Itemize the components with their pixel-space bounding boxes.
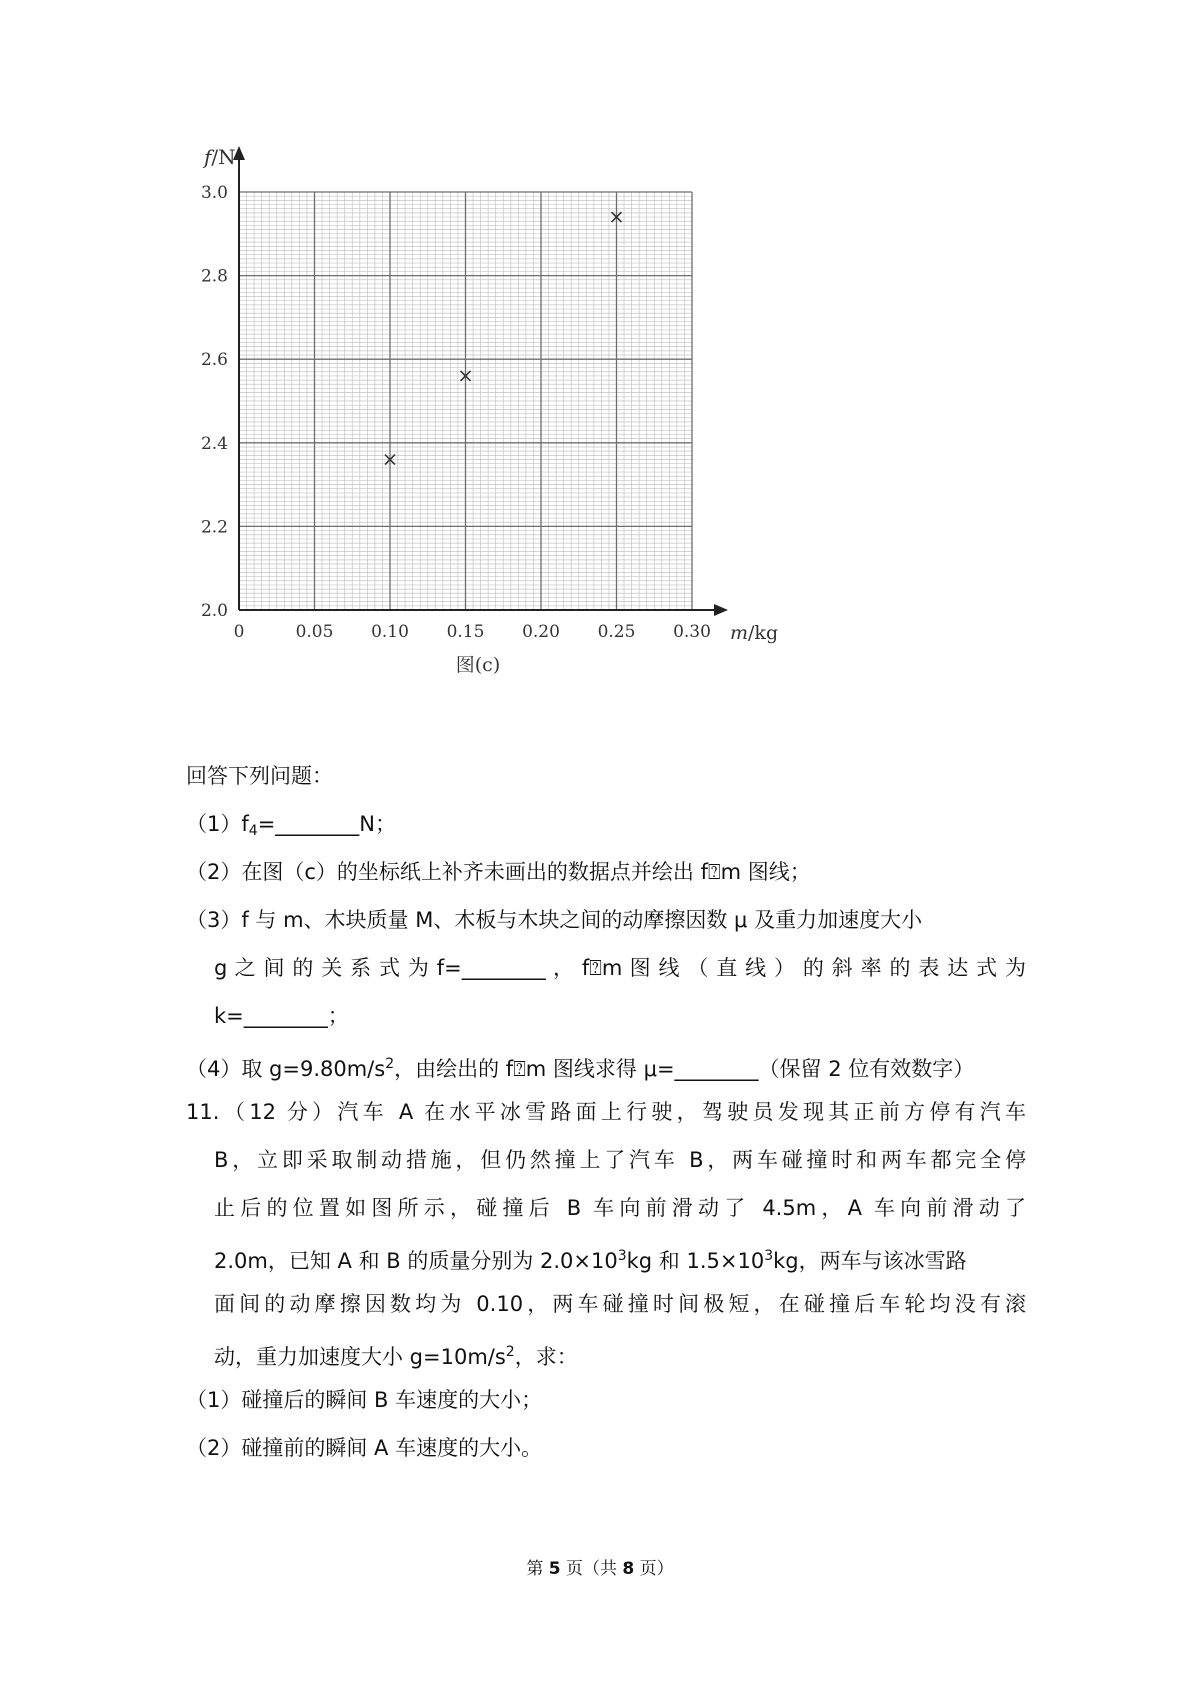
page-footer: [0, 1554, 1200, 1579]
answer-intro: 回答下列问题：: [186, 764, 333, 788]
q11-l4-b: kg 和 1.5×10: [626, 1249, 765, 1273]
q11-l4-a: 2.0m，已知 A 和 B 的质量分别为 2.0×10: [214, 1249, 618, 1273]
q11-l4-sup2: 3: [764, 1248, 774, 1264]
y-tick-label: 2.0: [200, 601, 228, 621]
q11-l6-post: ，求：: [514, 1345, 578, 1369]
q4-pre: （4）取 g=9.80m/s: [186, 1057, 386, 1081]
x-axis-label: m/kg: [730, 622, 779, 644]
q4-post: ，由绘出的 f⍰m 图线求得 μ=________（保留 2 位有效数字）: [394, 1057, 975, 1081]
problem-11-sub-1: （1）碰撞后的瞬间 B 车速度的大小；: [186, 1388, 543, 1412]
q1-pre: （1）f: [186, 812, 249, 836]
q11-l6-pre: 动，重力加速度大小 g=10m/s: [214, 1345, 506, 1369]
y-tick-label: 2.2: [200, 517, 228, 538]
q11-l4-sup1: 3: [617, 1248, 627, 1264]
x-tick-label: 0.30: [673, 622, 711, 642]
problem-11-line-2: B，立即采取制动措施，但仍然撞上了汽车 B，两车碰撞时和两车都完全停: [214, 1148, 1026, 1172]
footer-post: 页）: [639, 1559, 674, 1579]
q1-post: =________N；: [257, 812, 396, 836]
x-tick-labels: [234, 622, 711, 642]
problem-11-number: 11.: [186, 1100, 220, 1124]
footer-page-number: 5: [548, 1559, 561, 1579]
q4-superscript: 2: [385, 1056, 395, 1072]
question-3-line-1: （3）f 与 m、木块质量 M、木板与木块之间的动摩擦因数 μ 及重力加速度大小: [186, 908, 923, 932]
problem-11-line-6: [214, 1337, 578, 1372]
y-tick-label: 3.0: [200, 183, 228, 203]
question-1: [186, 809, 396, 846]
x-tick-label: 0.20: [522, 622, 560, 642]
question-4: [186, 1049, 974, 1084]
question-3-line-3: k=________；: [214, 1004, 349, 1028]
footer-total-pages: 8: [622, 1559, 635, 1579]
x-tick-label: 0.15: [446, 622, 485, 642]
footer-mid: 页（共: [566, 1559, 617, 1579]
problem-11-line-4: [214, 1241, 967, 1276]
x-tick-label: 0: [233, 622, 245, 642]
x-tick-label: 0.05: [295, 622, 334, 642]
x-axis-arrow: [714, 604, 728, 616]
y-tick-labels: [201, 183, 228, 621]
y-tick-label: 2.8: [200, 266, 228, 287]
problem-11-sub-2: （2）碰撞前的瞬间 A 车速度的大小。: [186, 1436, 543, 1460]
y-tick-label: 2.6: [200, 350, 228, 371]
question-3-line-2: g 之 间 的 关 系 式 为 f=________ ， f⍰m 图 线 （ 直 线 ） 的 斜 率 的 表 达 式 为: [214, 956, 1026, 980]
y-axis-label: f/N: [204, 145, 236, 169]
problem-11-line-5: 面间的动摩擦因数均为 0.10，两车碰撞时间极短，在碰撞后车轮均没有滚: [214, 1292, 1026, 1316]
question-2: （2）在图（c）的坐标纸上补齐未画出的数据点并绘出 f⍰m 图线；: [186, 860, 811, 884]
f-m-chart: [180, 140, 840, 740]
q11-l4-c: kg，两车与该冰雪路: [773, 1249, 967, 1273]
x-tick-label: 0.10: [371, 622, 409, 642]
figure-caption: 图(c): [455, 654, 501, 676]
y-tick-label: 2.4: [200, 433, 228, 454]
footer-pre: 第: [526, 1559, 544, 1579]
q1-subscript: 4: [248, 823, 258, 839]
q11-l6-sup: 2: [505, 1344, 515, 1360]
x-tick-label: 0.25: [597, 622, 636, 642]
problem-11-line-3: 止后的位置如图所示，碰撞后 B 车向前滑动了 4.5m，A 车向前滑动了: [214, 1196, 1026, 1220]
problem-11-line-1: （12 分）汽车 A 在水平冰雪路面上行驶，驾驶员发现其正前方停有汽车: [224, 1100, 1026, 1124]
